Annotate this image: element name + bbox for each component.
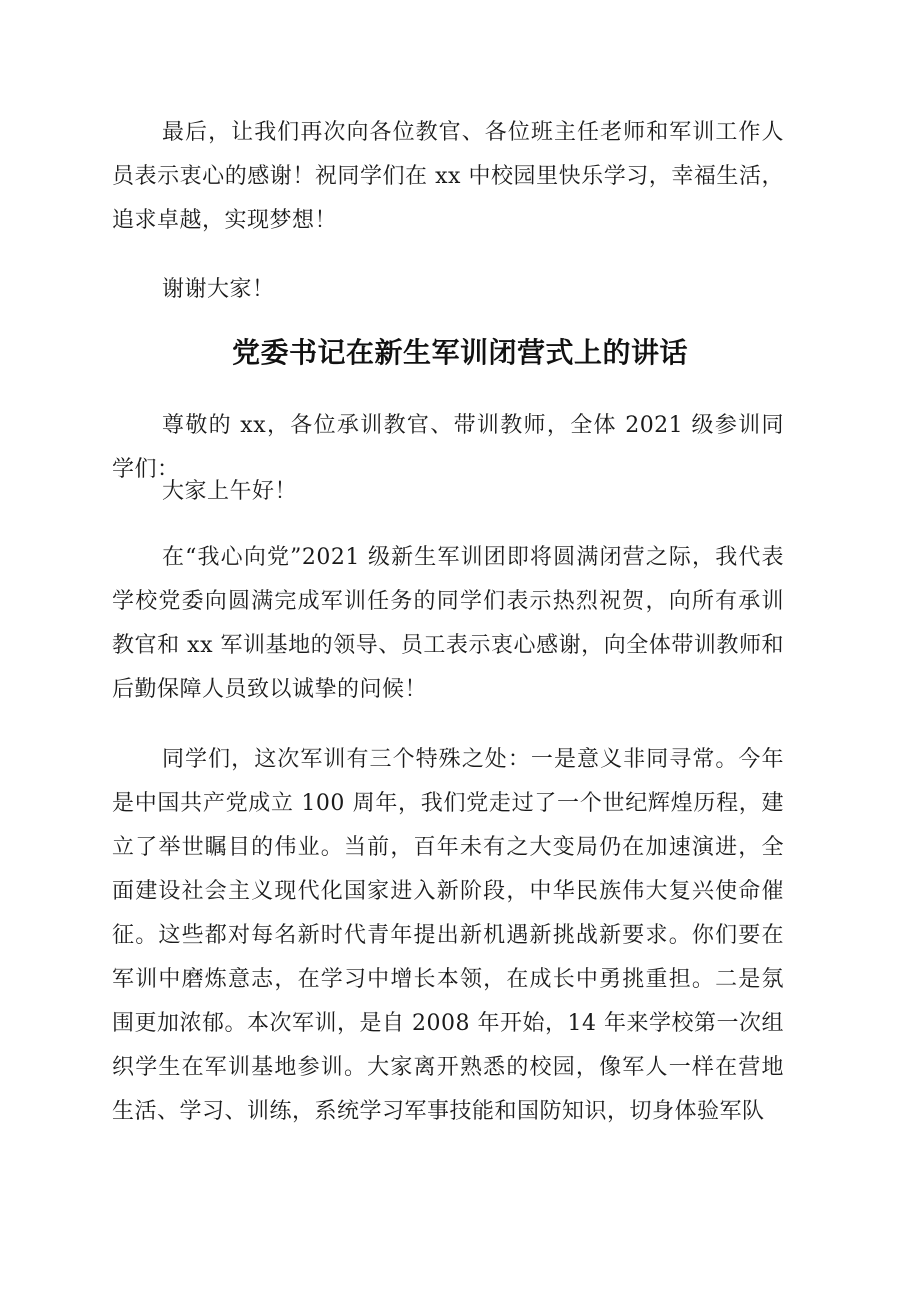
closing-paragraph: 最后，让我们再次向各位教官、各位班主任老师和军训工作人员表示衷心的感谢！祝同学们在 xx 中校园里快乐学习，幸福生活，追求卓越，实现梦想！: [112, 120, 784, 233]
greeting-line: 大家上午好！: [162, 479, 298, 504]
salutation-line: 尊敬的 xx，各位承训教官、带训教师，全体 2021 级参训同学们：: [112, 413, 784, 482]
paragraph-special-aspects: 同学们，这次军训有三个特殊之处：一是意义非同寻常。今年是中国共产党成立 100 周年，我们党走过了一个世纪辉煌历程，建立了举世瞩目的伟业。当前，百年未有之大变局仍在加速演进，全面建设社会主义现代化国家进入新阶段，中华民族伟大复兴使命催征。这些都对每名新时代青年提出新机遇新挑战新要求。你们要在军训中磨炼意志，在学习中增长本领，在成长中勇挑重担。二是氛围更加浓郁。本次军训，是自 2008 年开始，14 年来学校第一次组织学生在军训基地参训。大家离开熟悉的校园，像军人一样在营地生活、学习、训练，系统学习军事技能和国防知识，切身体验军队: [112, 747, 784, 1124]
paragraph-congratulations: 在“我心向党”2021 级新生军训团即将圆满闭营之际，我代表学校党委向圆满完成军训任务的同学们表示热烈祝贺，向所有承训教官和 xx 军训基地的领导、员工表示衷心感谢，向全体带训教师和后勤保障人员致以诚挚的问候！: [112, 545, 784, 702]
speech-title: 党委书记在新生军训闭营式上的讲话: [231, 336, 688, 369]
thanks-line: 谢谢大家！: [162, 277, 275, 302]
